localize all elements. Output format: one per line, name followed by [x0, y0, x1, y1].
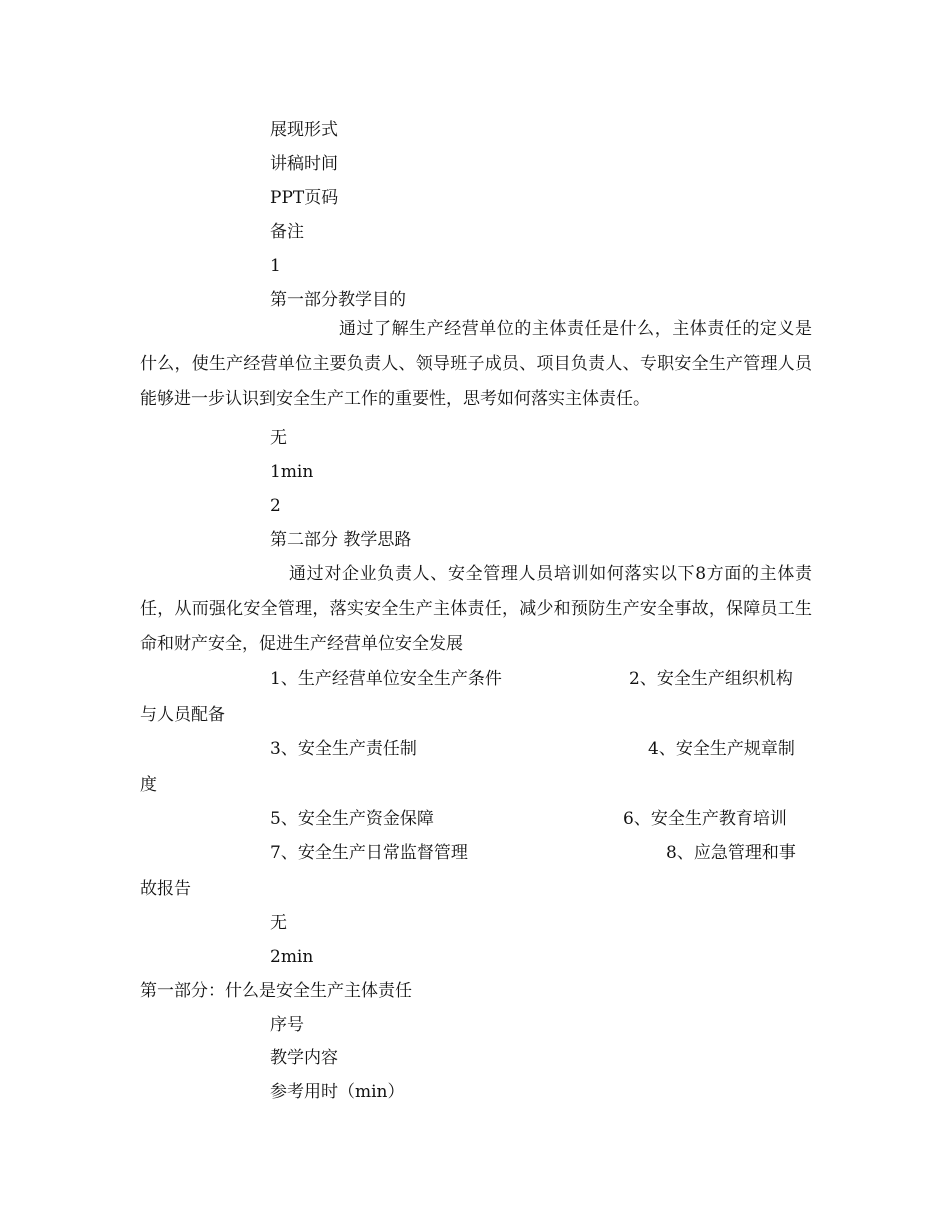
row2-time: 2min — [270, 947, 314, 967]
list-item: 2、安全生产组织机构 — [629, 669, 793, 689]
list-item: 5、安全生产资金保障 — [270, 809, 434, 829]
row2-form: 无 — [270, 913, 287, 933]
section-title: 第一部分：什么是安全生产主体责任 — [140, 981, 412, 1001]
list-item: 6、安全生产教育培训 — [623, 809, 787, 829]
row2-paragraph: 通过对企业负责人、安全管理人员培训如何落实以下8方面的主体责任，从而强化安全管理，落实安全生产主体责任，减少和预防生产安全事故，保障员工生命和财产安全，促进生产经营单位安全发展 — [140, 564, 812, 654]
row1-form: 无 — [270, 428, 287, 448]
column-header-time: 参考用时（min） — [270, 1082, 405, 1102]
list-item: 7、安全生产日常监督管理 — [270, 843, 468, 863]
list-item: 故报告 — [140, 879, 191, 899]
header-time-label: 讲稿时间 — [270, 154, 338, 174]
row1-time: 1min — [270, 462, 314, 482]
list-item: 8、应急管理和事 — [666, 843, 796, 863]
list-item: 3、安全生产责任制 — [270, 739, 417, 759]
row1-paragraph: 通过了解生产经营单位的主体责任是什么，主体责任的定义是什么，使生产经营单位主要负责人、领导班子成员、项目负责人、专职安全生产管理人员能够进一步认识到安全生产工作的重要性，思考如何落实主体责任。 — [140, 319, 812, 409]
header-ppt-label: PPT页码 — [270, 188, 339, 208]
column-header-seq: 序号 — [270, 1015, 304, 1035]
list-item: 1、生产经营单位安全生产条件 — [270, 669, 502, 689]
header-form-label: 展现形式 — [270, 120, 338, 140]
row2-title: 第二部分 教学思路 — [270, 530, 412, 550]
list-item: 4、安全生产规章制 — [648, 739, 795, 759]
row2-number: 2 — [270, 496, 281, 516]
list-item: 度 — [140, 775, 157, 795]
row1-number: 1 — [270, 256, 281, 276]
row1-title: 第一部分教学目的 — [270, 290, 406, 310]
header-note-label: 备注 — [270, 222, 304, 242]
column-header-content: 教学内容 — [270, 1048, 338, 1068]
list-item: 与人员配备 — [140, 705, 225, 725]
